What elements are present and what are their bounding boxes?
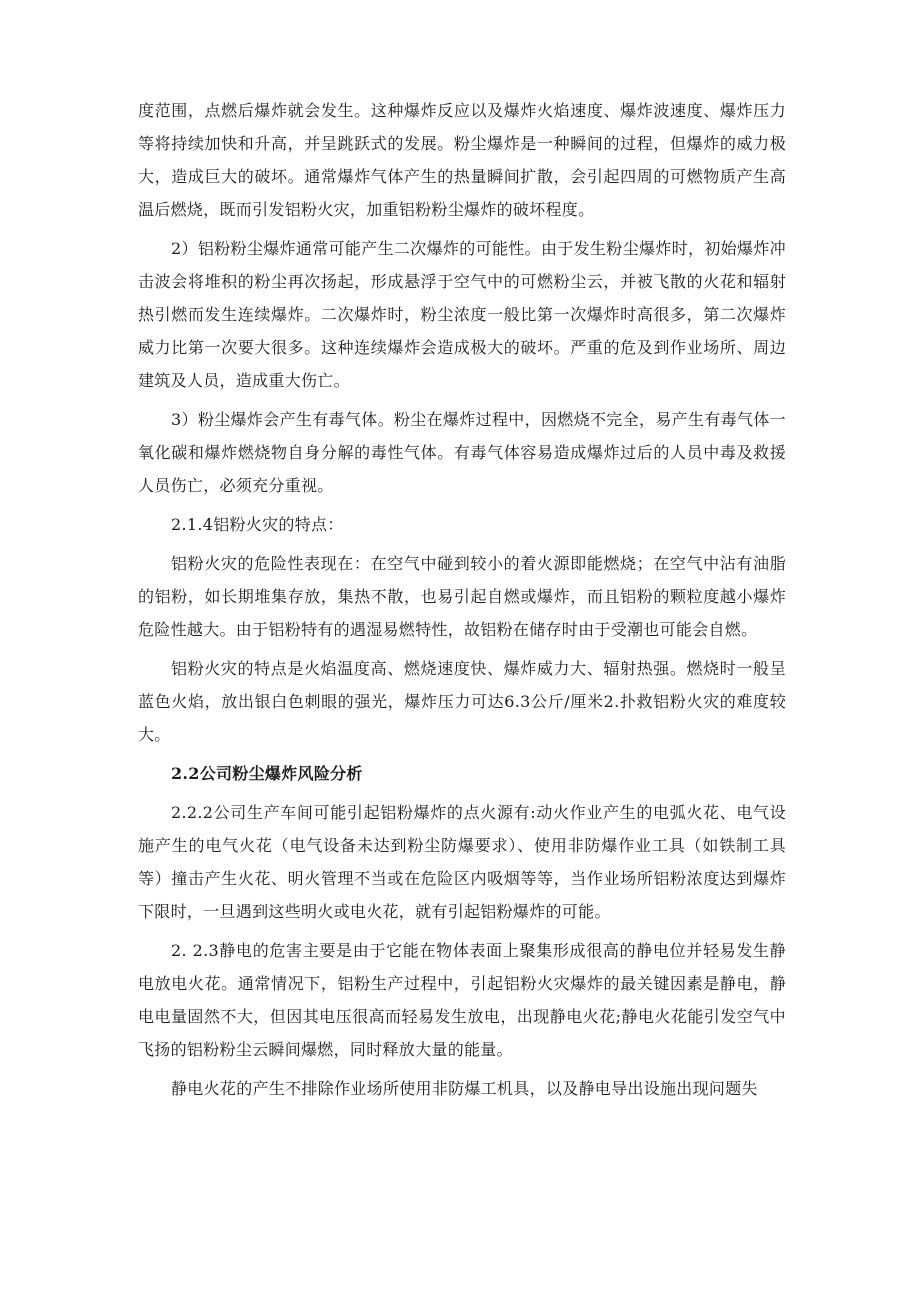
section-heading-2-2: 2.2公司粉尘爆炸风险分析: [171, 764, 363, 783]
paragraph-fire-danger: 铝粉火灾的危险性表现在：在空气中碰到较小的着火源即能燃烧；在空气中沾有油脂的铝粉，如长期堆集存放，集热不散，也易引起自燃或爆炸，而且铝粉的颗粒度越小爆炸危险性越大。由于铝粉特有的遇湿易燃特性，故铝粉在储存时由于受潮也可能会自燃。: [138, 554, 786, 639]
section-heading-2-1-4: 2.1.4铝粉火灾的特点：: [171, 515, 344, 534]
paragraph-toxic-gas: 3）粉尘爆炸会产生有毒气体。粉尘在爆炸过程中，因燃烧不完全，易产生有毒气体一氧化碳和爆炸燃烧物自身分解的毒性气体。有毒气体容易造成爆炸过后的人员中毒及救援人员伤亡，必须充分重视。: [138, 410, 786, 495]
paragraph-static-spark: 静电火花的产生不排除作业场所使用非防爆工机具，以及静电导出设施出现问题失: [171, 1079, 758, 1098]
paragraph-explosion-continuation: 度范围，点燃后爆炸就会发生。这种爆炸反应以及爆炸火焰速度、爆炸波速度、爆炸压力等将持续加快和升高，并呈跳跃式的发展。粉尘爆炸是一种瞬间的过程，但爆炸的威力极大，造成巨大的破坏。通常爆炸气体产生的热量瞬间扩散，会引起四周的可燃物质产生高温后燃烧，既而引发铝粉火灾，加重铝粉粉尘爆炸的破坏程度。: [138, 101, 786, 219]
paragraph-ignition-sources: 2.2.2公司生产车间可能引起铝粉爆炸的点火源有:动火作业产生的电弧火花、电气设施产生的电气火花（电气设备未达到粉尘防爆要求）、使用非防爆作业工具（如铁制工具等）撞击产生火花、明火管理不当或在危险区内吸烟等等，当作业场所铝粉浓度达到爆炸下限时，一旦遇到这些明火或电火花，就有引起铝粉爆炸的可能。: [138, 803, 786, 921]
paragraph-static-electricity: 2. 2.3静电的危害主要是由于它能在物体表面上聚集形成很高的静电位并轻易发生静电放电火花。通常情况下，铝粉生产过程中，引起铝粉火灾爆炸的最关键因素是静电，静电电量固然不大，但因其电压很高而轻易发生放电，出现静电火花;静电火花能引发空气中飞扬的铝粉粉尘云瞬间爆燃，同时释放大量的能量。: [138, 941, 786, 1059]
paragraph-fire-features: 铝粉火灾的特点是火焰温度高、燃烧速度快、爆炸威力大、辐射热强。燃烧时一般呈蓝色火焰，放出银白色刺眼的强光，爆炸压力可达6.3公斤/厘米2.扑救铝粉火灾的难度较大。: [138, 659, 786, 744]
paragraph-secondary-explosion: 2）铝粉粉尘爆炸通常可能产生二次爆炸的可能性。由于发生粉尘爆炸时，初始爆炸冲击波会将堆积的粉尘再次扬起，形成悬浮于空气中的可燃粉尘云，并被飞散的火花和辐射热引燃而发生连续爆炸。二次爆炸时，粉尘浓度一般比第一次爆炸时高很多，第二次爆炸威力比第一次要大很多。这种连续爆炸会造成极大的破坏。严重的危及到作业场所、周边建筑及人员，造成重大伤亡。: [138, 239, 786, 390]
document-body: [138, 94, 786, 1105]
